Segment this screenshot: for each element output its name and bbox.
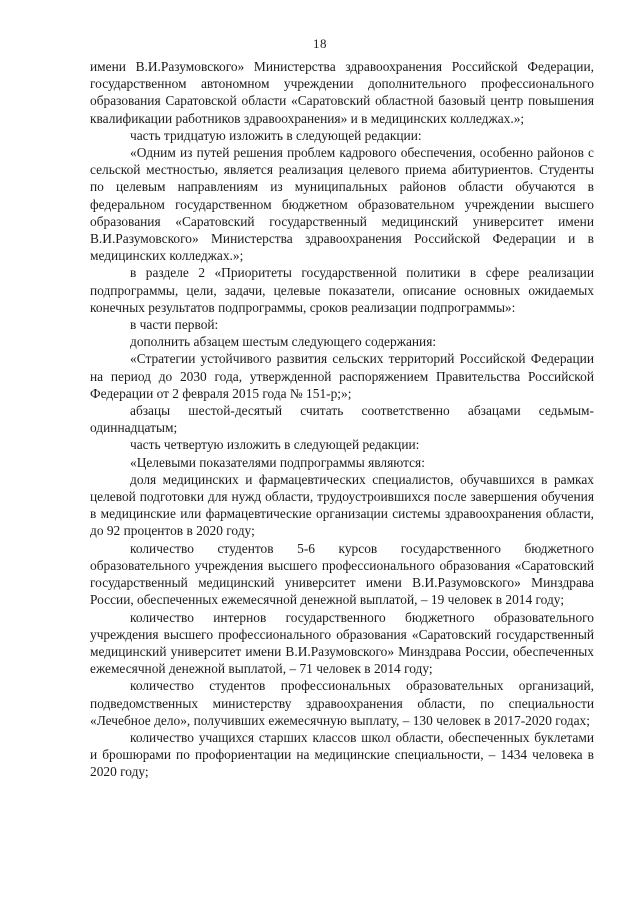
page-number: 18 <box>313 36 327 51</box>
paragraph-amendment-instruction: часть четвертую изложить в следующей редакции: <box>130 437 420 453</box>
paragraph-amendment-instruction: абзацы шестой-десятый считать соответственно абзацами седьмым-одиннадцатым; <box>90 403 594 436</box>
paragraph-indicator: количество студентов профессиональных образовательных организаций, подведомственных министерству здравоохранения области, по специальности «Лечебное дело», получивших ежемесячную выплату, – 130 человек в 2017-2020 годах; <box>90 678 594 728</box>
paragraph-indicator: количество учащихся старших классов школ области, обеспеченных буклетами и брошюрами по профориентации на медицинские специальности, – 1434 человека в 2020 году; <box>90 729 594 780</box>
paragraph-quoted-text: «Целевыми показателями подпрограммы являются: <box>130 454 425 470</box>
paragraph-section-reference: в разделе 2 «Приоритеты государственной политики в сфере реализации подпрограммы, цели, задачи, целевые показатели, описание основных ожидаемых конечных результатов подпрограммы, сроков реализации подпрограммы»: <box>90 265 594 315</box>
paragraph-indicator: доля медицинских и фармацевтических специалистов, обучавшихся в рамках целевой подготовки для нужд области, трудоустроившихся после завершения обучения в медицинские или фармацевтические организации системы здравоохранения области, до 92 процентов в 2020 году; <box>90 471 594 539</box>
paragraph-continuation: имени В.И.Разумовского» Министерства здравоохранения Российской Федерации, государственном автономном учреждении дополнительного профессионального образования Саратовской области «Саратовский областной базовый центр повышения квалификации работников здравоохранения» и в медицинских колледжах.»; <box>90 59 594 126</box>
document-body <box>90 58 594 781</box>
paragraph-amendment-instruction: часть тридцатую изложить в следующей редакции: <box>130 127 422 143</box>
paragraph-quoted-text: «Стратегии устойчивого развития сельских территорий Российской Федерации на период до 2030 года, утвержденной распоряжением Правительства Российской Федерации от 2 февраля 2015 года № 151-р;»; <box>90 351 594 401</box>
paragraph-indicator: количество интернов государственного бюджетного образовательного учреждения высшего профессионального образования «Саратовский государственный медицинский университет имени В.И.Разумовского» Минздрава России, обеспеченных ежемесячной денежной выплатой, – 71 человек в 2014 году; <box>90 609 594 677</box>
paragraph-part-reference: в части первой: <box>130 317 219 333</box>
paragraph-quoted-text: «Одним из путей решения проблем кадрового обеспечения, особенно районов с сельской местностью, является реализация целевого приема абитуриентов. Студенты по целевым направлениям из муниципальных районов области обучаются в федеральном государственном бюджетном образовательном учреждении высшего образования «Саратовский государственный медицинский университет имени В.И.Разумовского» Министерства здравоохранения Российской Федерации и в медицинских колледжах.»; <box>90 145 594 264</box>
paragraph-indicator: количество студентов 5-6 курсов государственного бюджетного образовательного учреждения высшего профессионального образования «Саратовский государственный медицинский университет имени В.И.Разумовского» Минздрава России, обеспеченных ежемесячной денежной выплатой, – 19 человек в 2014 году; <box>90 540 594 608</box>
paragraph-amendment-instruction: дополнить абзацем шестым следующего содержания: <box>130 334 437 350</box>
